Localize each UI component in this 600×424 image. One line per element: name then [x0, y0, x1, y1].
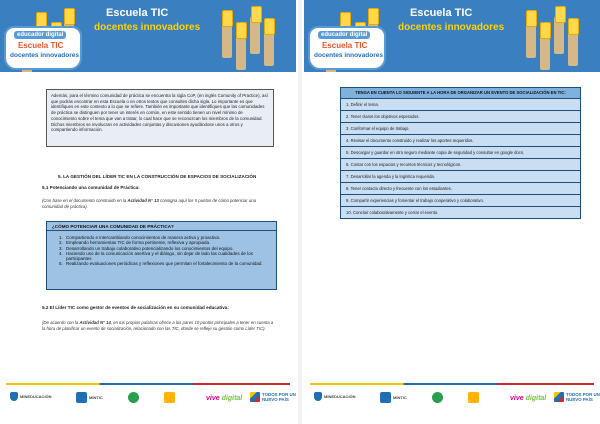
- list-item-text: Empleando herramientas TIC de forma pertinente, reflexiva y apropiada.: [66, 240, 211, 246]
- logo-main: Escuela TIC: [18, 41, 64, 50]
- footer-logos: [304, 383, 600, 419]
- banner-subtitle: docentes innovadores: [94, 22, 201, 33]
- intro-paragraph: Además, para el término comunidad de práctica se encuentra la sigla CoP, (en inglés Comunity of Practice), así que podrás encontrar en esta Escuela o en otros textos que consultes dicha sigla. Lo importante es que identifiques en este contexto a lo que se refiere. También es importante que identifiques que las comunidades de práctica se distinguen por tener un interés en común, en este sentido tienen un nivel mínimo de conocimiento sobre el tema que van a tratar, lo cual hace que se reconozcan los miembros de la comunidad. Dichos miembros se involucran en actividades conjuntas y discusiones ayudándose unos a otros y compartiendo información.: [46, 89, 274, 147]
- list-item: [59, 251, 271, 262]
- hands-illustration: [526, 0, 586, 72]
- crest-icon: [314, 392, 322, 401]
- activity-13-note: (Con base en el documento construido en la Actividad N° 13 consigna aquí los 5 puntos de cómo potenciar una comunidad de práctica).: [42, 198, 257, 209]
- partner-icon: [468, 392, 479, 403]
- mineducacion-logo: MINEDUCACIÓN: [10, 392, 52, 401]
- list-item-text: Haciendo uso de la comunicación asertiva y el diálogo, sin dejar de lado las cualidades de los participantes: [66, 250, 253, 262]
- page-divider: [298, 0, 302, 424]
- mineducacion-logo: MINEDUCACIÓN: [314, 392, 356, 401]
- educador-digital-logo: [6, 28, 80, 68]
- list-item-number: 4.: [59, 250, 63, 256]
- header-banner: [0, 0, 296, 72]
- box-list: [59, 235, 271, 267]
- list-item: [59, 261, 271, 266]
- table-row: 5. Descargar y guardar en otro seguro mediante copia de seguridad y consultar en google docs.: [341, 147, 580, 159]
- mintic-logo: MINTIC: [380, 392, 407, 403]
- table-header: TENGA EN CUENTA LO SIGUIENTE A LA HORA DE ORGANIZAR UN EVENTO DE SOCIALIZACIÓN EN TIC:: [341, 88, 580, 99]
- vive-digital-logo: vive digital: [510, 395, 547, 402]
- todos-por-un-nuevo-pais-logo: TODOS POR UN NUEVO PAÍS: [250, 392, 296, 402]
- table-row: 7. Desarrollar la agenda y la logística requerida.: [341, 171, 580, 183]
- partner-logo: [468, 392, 479, 403]
- mintic-icon: [76, 392, 87, 403]
- hands-illustration: [222, 0, 282, 72]
- todos-por-un-nuevo-pais-logo: TODOS POR UN NUEVO PAÍS: [554, 392, 600, 402]
- list-item-number: 2.: [59, 240, 63, 246]
- document-page-right: [304, 0, 600, 424]
- section-5-heading: 5. LA GESTIÓN DEL LÍDER TIC EN LA CONSTRUCCIÓN DE ESPACIOS DE SOCIALIZACIÓN: [58, 174, 257, 179]
- section-5-1-heading: 5.1 Potenciando una comunidad de Práctica:: [42, 185, 140, 190]
- partner-logo: [164, 392, 175, 403]
- activity-14-note: (De acuerdo con la Actividad N° 14, en tus propias palabras ofrece a los pares 10 puntos principales a tener en cuenta a la hora de planificar un evento de socialización, relacionado con las TIC, donde se refleje su gestión como Líder TIC).: [42, 320, 274, 331]
- section-5-2-heading: 5.2 El Líder TIC como gestor de eventos de socialización en su comunidad educativa:: [42, 305, 229, 310]
- list-item-text: Realizando evaluaciones periódicas y reflexiones que permitan el fortalecimiento de la comunidad.: [66, 261, 263, 267]
- document-page-left: [0, 0, 296, 424]
- partner-logo: [432, 392, 443, 403]
- table-row: 9. Compartir experiencias y fomentar el trabajo cooperativo y colaborativo.: [341, 195, 580, 207]
- logo-main: Escuela TIC: [322, 41, 368, 50]
- banner-subtitle: docentes innovadores: [398, 22, 505, 33]
- list-item-number: 3.: [59, 245, 63, 251]
- mintic-icon: [380, 392, 391, 403]
- table-row: 3. Conformar el equipo de trabajo.: [341, 123, 580, 135]
- logo-sub: docentes innovadores: [10, 52, 79, 59]
- partner-icon: [164, 392, 175, 403]
- flag-icon: [554, 392, 564, 402]
- footer-logos: [0, 383, 296, 419]
- table-row: 6. Contar con los espacios y recursos técnicos y tecnológicos.: [341, 159, 580, 171]
- banner-title: Escuela TIC: [106, 7, 169, 19]
- header-banner: [304, 0, 600, 72]
- box-title: ¿CÓMO POTENCIAR UNA COMUNIDAD DE PRÁCTICA?: [47, 222, 276, 231]
- logo-sub: docentes innovadores: [314, 52, 383, 59]
- community-practice-box: [46, 221, 277, 290]
- partner-logo: [128, 392, 139, 403]
- list-item-text: Desarrollando un trabajo colaborativo potencializando los conocimientos del equipo.: [66, 245, 234, 251]
- list-item-number: 5.: [59, 261, 63, 267]
- banner-title: Escuela TIC: [410, 7, 473, 19]
- table-row: 10. Concluir colaborativamente y cerrar el evento.: [341, 207, 580, 218]
- list-item-number: 1.: [59, 235, 63, 240]
- table-row: 4. Revisar el documento construido y realizar los aportes requeridos.: [341, 135, 580, 147]
- footer-color-line: [6, 383, 290, 385]
- logo-tag: educador digital: [14, 31, 66, 39]
- table-row: 8. Tener contacto directo y frecuente con los estudiantes.: [341, 183, 580, 195]
- flag-icon: [250, 392, 260, 402]
- educador-digital-logo: [310, 28, 384, 68]
- crest-icon: [10, 392, 18, 401]
- logo-tag: educador digital: [318, 31, 370, 39]
- mintic-logo: MINTIC: [76, 392, 103, 403]
- table-row: 1. Definir el tema.: [341, 99, 580, 111]
- partner-icon: [128, 392, 139, 403]
- vive-digital-logo: vive digital: [206, 395, 243, 402]
- partner-icon: [432, 392, 443, 403]
- table-row: 2. Tener claros los objetivos esperados.: [341, 111, 580, 123]
- footer-color-line: [310, 383, 594, 385]
- list-item-text: Compartiendo e intercambiando conocimientos de manera activa y proactiva.: [66, 235, 221, 240]
- event-planning-table: [340, 87, 581, 219]
